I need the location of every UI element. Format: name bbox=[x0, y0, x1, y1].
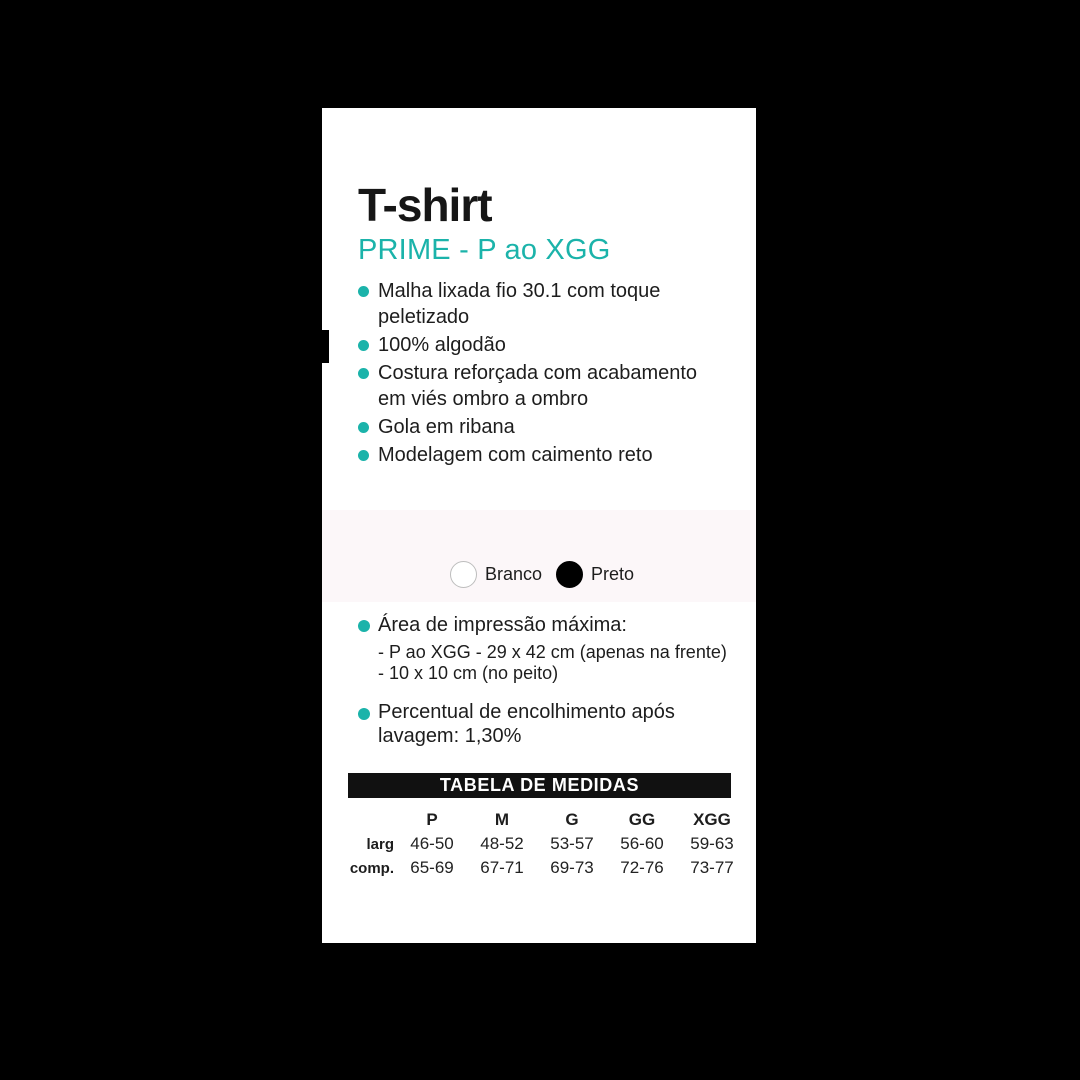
size-column-header: G bbox=[565, 810, 579, 829]
size-table-title: TABELA DE MEDIDAS bbox=[439, 775, 640, 795]
size-row-label: larg bbox=[366, 835, 394, 853]
size-value: 46-50 bbox=[410, 834, 454, 853]
size-value: 73-77 bbox=[690, 858, 734, 877]
size-column-header: M bbox=[494, 810, 510, 829]
bullet-dot-icon bbox=[358, 450, 369, 461]
feature-item bbox=[358, 332, 756, 358]
shrinkage-section bbox=[358, 700, 675, 748]
feature-item bbox=[358, 442, 756, 468]
shrinkage-line: lavagem: 1,30% bbox=[378, 725, 522, 747]
feature-text-line: em viés ombro a ombro bbox=[378, 388, 589, 410]
print-area-details bbox=[378, 642, 727, 684]
size-value: 69-73 bbox=[550, 858, 594, 877]
product-spec-card bbox=[322, 108, 756, 943]
print-area-detail: - 10 x 10 cm (no peito) bbox=[378, 663, 559, 683]
bullet-dot-icon bbox=[358, 340, 369, 351]
bullet-dot-icon bbox=[358, 422, 369, 433]
size-value: 67-71 bbox=[480, 858, 524, 877]
product-title: T-shirt bbox=[358, 179, 492, 231]
feature-list bbox=[358, 278, 756, 470]
color-option-branco bbox=[450, 561, 542, 588]
color-option-label: Branco bbox=[485, 563, 543, 584]
feature-text: Modelagem com caimento reto bbox=[378, 444, 653, 466]
print-area-heading-row bbox=[358, 612, 727, 639]
print-area-heading: Área de impressão máxima: bbox=[378, 614, 627, 636]
shrinkage-line: Percentual de encolhimento após bbox=[378, 701, 675, 723]
size-value: 56-60 bbox=[620, 834, 664, 853]
product-subtitle: PRIME - P ao XGG bbox=[358, 234, 611, 266]
size-column-header: P bbox=[426, 810, 438, 829]
size-value: 59-63 bbox=[690, 834, 734, 853]
color-option-preto bbox=[556, 561, 634, 588]
shrinkage-row bbox=[358, 700, 675, 748]
bullet-dot-icon bbox=[358, 620, 370, 632]
size-table-title-bar bbox=[348, 773, 731, 798]
size-row-label: comp. bbox=[349, 859, 394, 877]
print-area-section bbox=[358, 612, 727, 684]
feature-text: Gola em ribana bbox=[378, 416, 515, 438]
background-tint-band bbox=[322, 510, 756, 602]
feature-item bbox=[358, 360, 756, 412]
bullet-dot-icon bbox=[358, 286, 369, 297]
size-value: 48-52 bbox=[480, 834, 524, 853]
feature-text bbox=[378, 360, 697, 412]
size-value: 53-57 bbox=[550, 834, 594, 853]
size-table bbox=[348, 808, 747, 880]
shrinkage-text bbox=[378, 700, 675, 748]
feature-item bbox=[358, 414, 756, 440]
feature-text-line: Costura reforçada com acabamento bbox=[378, 362, 698, 384]
preto-swatch-icon bbox=[556, 561, 583, 588]
size-value: 65-69 bbox=[410, 858, 454, 877]
color-option-label: Preto bbox=[591, 563, 635, 584]
bullet-dot-icon bbox=[358, 368, 369, 379]
print-area-detail: - P ao XGG - 29 x 42 cm (apenas na frente) bbox=[378, 642, 727, 662]
bullet-dot-icon bbox=[358, 708, 370, 720]
branco-swatch-icon bbox=[450, 561, 477, 588]
color-options bbox=[450, 560, 634, 588]
size-value: 72-76 bbox=[620, 858, 664, 877]
size-column-header: GG bbox=[628, 810, 656, 829]
size-column-header: XGG bbox=[693, 810, 731, 829]
feature-item bbox=[358, 278, 756, 330]
edge-notch bbox=[322, 330, 329, 363]
feature-text: Malha lixada fio 30.1 com toque peletizado bbox=[378, 280, 661, 328]
feature-text: 100% algodão bbox=[378, 334, 506, 356]
